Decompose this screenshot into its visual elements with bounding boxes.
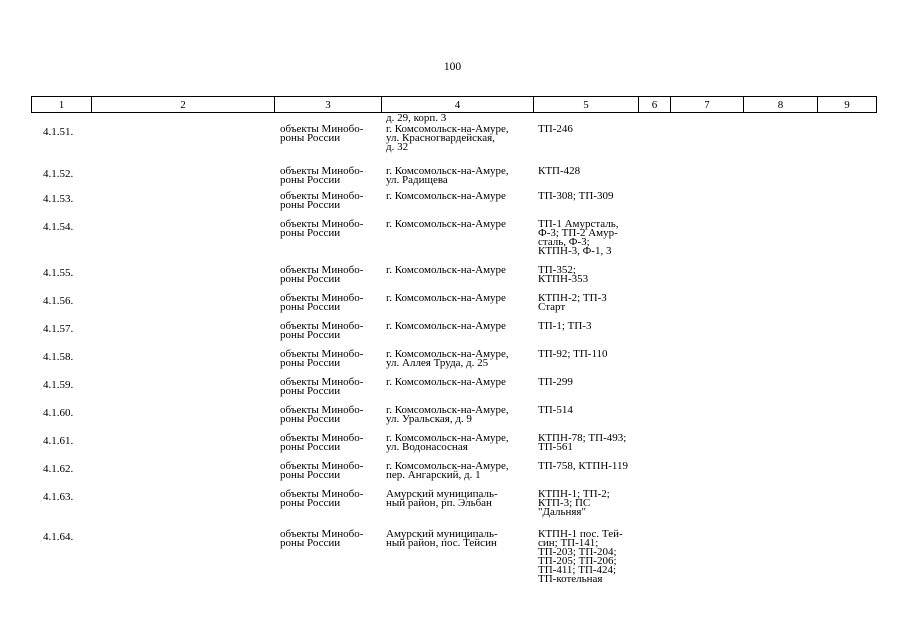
object-cell <box>280 490 363 508</box>
row-number-line: 4.1.59. <box>43 379 74 391</box>
address-cell <box>386 192 506 201</box>
object-cell <box>280 125 363 143</box>
substation-cell <box>538 434 626 452</box>
object-cell-line: объекты Минобо- <box>280 460 364 472</box>
object-cell-line: объекты Минобо- <box>280 123 364 135</box>
object-cell <box>280 167 363 185</box>
continuation-address <box>386 114 446 123</box>
object-cell-line: роны России <box>280 227 341 239</box>
table-row <box>31 406 876 434</box>
row-number <box>43 127 73 138</box>
substation-cell-line: КТПН-1; ТП-2; <box>538 488 610 500</box>
header-col-5: 5 <box>534 97 639 113</box>
substation-cell-line: ТП-352; <box>538 264 576 276</box>
table-row <box>31 266 876 294</box>
table-row <box>31 378 876 406</box>
row-number-line: 4.1.51. <box>43 126 74 138</box>
header-col-6: 6 <box>639 97 671 113</box>
address-cell <box>386 220 506 229</box>
table-row <box>31 125 876 167</box>
object-cell-line: объекты Минобо- <box>280 320 364 332</box>
object-cell-line: роны России <box>280 273 341 285</box>
row-number-line: 4.1.55. <box>43 267 74 279</box>
header-col-7: 7 <box>671 97 744 113</box>
object-cell-line: объекты Минобо- <box>280 404 364 416</box>
object-cell-line: роны России <box>280 413 341 425</box>
object-cell-line: роны России <box>280 385 341 397</box>
object-cell <box>280 378 363 396</box>
object-cell-line: объекты Минобо- <box>280 292 364 304</box>
object-cell-line: роны России <box>280 537 341 549</box>
substation-cell-line: ТП-514 <box>538 404 573 416</box>
header-row <box>32 97 877 113</box>
row-number <box>43 532 73 543</box>
row-number-line: 4.1.61. <box>43 435 74 447</box>
object-cell <box>280 266 363 284</box>
address-cell <box>386 167 509 185</box>
substation-cell-line: ТП-1; ТП-3 <box>538 320 592 332</box>
substation-cell <box>538 530 623 584</box>
header-col-2: 2 <box>92 97 275 113</box>
substation-cell-line: КТПН-78; ТП-493; <box>538 432 627 444</box>
substation-cell-line: Старт <box>538 301 566 313</box>
substation-cell-line: ТП-299 <box>538 376 573 388</box>
object-cell-line: объекты Минобо- <box>280 218 364 230</box>
object-cell <box>280 322 363 340</box>
object-cell-line: роны России <box>280 329 341 341</box>
header-col-3: 3 <box>275 97 382 113</box>
table-row <box>31 294 876 322</box>
object-cell-line: объекты Минобо- <box>280 376 364 388</box>
header-col-8: 8 <box>744 97 818 113</box>
table-row <box>31 462 876 490</box>
column-header-table <box>31 96 877 113</box>
table-row <box>31 167 876 192</box>
substation-cell <box>538 167 580 176</box>
object-cell-line: роны России <box>280 301 341 313</box>
object-cell <box>280 530 363 548</box>
substation-cell-line: "Дальняя" <box>538 506 586 518</box>
address-cell <box>386 406 509 424</box>
address-cell-line: пер. Ангарский, д. 1 <box>386 469 481 481</box>
object-cell-line: объекты Минобо- <box>280 165 364 177</box>
row-number-line: 4.1.54. <box>43 221 74 233</box>
page-number: 100 <box>443 61 462 73</box>
substation-cell <box>538 125 573 134</box>
address-cell <box>386 322 506 331</box>
address-cell-line: д. 32 <box>386 141 409 153</box>
substation-cell-line: Ф-3; ТП-2 Амур- <box>538 227 618 239</box>
row-number-line: 4.1.60. <box>43 407 74 419</box>
address-cell <box>386 490 498 508</box>
table-body <box>31 113 876 610</box>
address-cell-line: г. Комсомольск-на-Амуре <box>386 264 506 276</box>
table-row <box>31 350 876 378</box>
substation-cell-line: ТП-246 <box>538 123 573 135</box>
address-cell-line: ул. Красногвардейская, <box>386 132 495 144</box>
substation-cell-line: ТП-411; ТП-424; <box>538 564 617 576</box>
object-cell-line: роны России <box>280 132 341 144</box>
row-number <box>43 268 73 279</box>
table-row <box>31 192 876 220</box>
header-col-1: 1 <box>32 97 92 113</box>
row-number <box>43 324 73 335</box>
object-cell <box>280 192 363 210</box>
row-number <box>43 408 73 419</box>
substation-cell-line: КТП-3; ПС <box>538 497 591 509</box>
substation-cell-line: ТП-205; ТП-206; <box>538 555 617 567</box>
address-cell-line: Амурский муниципаль- <box>386 488 498 500</box>
address-cell-line: г. Комсомольск-на-Амуре, <box>386 165 509 177</box>
header-col-9: 9 <box>818 97 877 113</box>
address-cell-line: ул. Уральская, д. 9 <box>386 413 472 425</box>
address-cell-line: Амурский муниципаль- <box>386 528 498 540</box>
substation-cell-line: ТП-1 Амурсталь, <box>538 218 619 230</box>
row-number <box>43 436 73 447</box>
address-cell-line: г. Комсомольск-на-Амуре <box>386 376 506 388</box>
object-cell <box>280 462 363 480</box>
object-cell-line: роны России <box>280 174 341 186</box>
address-cell-line: г. Комсомольск-на-Амуре <box>386 218 506 230</box>
address-cell <box>386 378 506 387</box>
substation-cell <box>538 490 610 517</box>
address-cell-line: г. Комсомольск-на-Амуре <box>386 292 506 304</box>
substation-cell-line: ТП-308; ТП-309 <box>538 190 614 202</box>
object-cell-line: объекты Минобо- <box>280 190 364 202</box>
address-cell-line: г. Комсомольск-на-Амуре <box>386 320 506 332</box>
object-cell <box>280 294 363 312</box>
row-number <box>43 296 73 307</box>
substation-cell <box>538 350 608 359</box>
row-number <box>43 194 73 205</box>
row-number <box>43 380 73 391</box>
substation-cell-line: ТП-561 <box>538 441 573 453</box>
substation-cell <box>538 378 573 387</box>
substation-cell-line: ТП-758, КТПН-119 <box>538 460 629 472</box>
object-cell <box>280 434 363 452</box>
table-row <box>31 530 876 610</box>
row-number-line: 4.1.53. <box>43 193 74 205</box>
row-number-line: 4.1.64. <box>43 531 74 543</box>
row-number <box>43 492 73 503</box>
substation-cell-line: сталь, Ф-3; <box>538 236 590 248</box>
substation-cell-line: КТП-428 <box>538 165 581 177</box>
address-cell <box>386 530 498 548</box>
object-cell-line: объекты Минобо- <box>280 488 364 500</box>
address-cell <box>386 266 506 275</box>
substation-cell-line: ТП-203; ТП-204; <box>538 546 617 558</box>
continuation-line: д. 29, корп. 3 <box>386 112 447 124</box>
address-cell-line: ул. Водонасосная <box>386 441 468 453</box>
row-number <box>43 169 73 180</box>
address-cell-line: г. Комсомольск-на-Амуре, <box>386 432 509 444</box>
row-number-line: 4.1.52. <box>43 168 74 180</box>
substation-cell-line: КТПН-2; ТП-3 <box>538 292 607 304</box>
address-cell <box>386 462 509 480</box>
row-number <box>43 464 73 475</box>
substation-cell-line: ТП-котельная <box>538 573 603 585</box>
substation-cell-line: КТПН-1 пос. Тей- <box>538 528 623 540</box>
substation-cell-line: син; ТП-141; <box>538 537 599 549</box>
address-cell-line: г. Комсомольск-на-Амуре, <box>386 404 509 416</box>
address-cell-line: г. Комсомольск-на-Амуре, <box>386 348 509 360</box>
substation-cell <box>538 406 573 415</box>
address-cell-line: г. Комсомольск-на-Амуре <box>386 190 506 202</box>
address-cell <box>386 350 509 368</box>
substation-cell-line: ТП-92; ТП-110 <box>538 348 608 360</box>
row-number-line: 4.1.62. <box>43 463 74 475</box>
address-cell-line: г. Комсомольск-на-Амуре, <box>386 123 509 135</box>
object-cell-line: роны России <box>280 199 341 211</box>
address-cell <box>386 125 509 152</box>
object-cell-line: роны России <box>280 441 341 453</box>
substation-cell <box>538 322 591 331</box>
table-row <box>31 322 876 350</box>
object-cell-line: объекты Минобо- <box>280 348 364 360</box>
row-number <box>43 222 73 233</box>
object-cell-line: объекты Минобо- <box>280 528 364 540</box>
object-cell-line: объекты Минобо- <box>280 264 364 276</box>
table-row <box>31 434 876 462</box>
table-row <box>31 220 876 266</box>
address-cell-line: ный район, пос. Тейсин <box>386 537 497 549</box>
substation-cell <box>538 294 607 312</box>
row-number-line: 4.1.56. <box>43 295 74 307</box>
address-cell-line: г. Комсомольск-на-Амуре, <box>386 460 509 472</box>
address-cell <box>386 294 506 303</box>
object-cell-line: роны России <box>280 357 341 369</box>
substation-cell <box>538 220 619 256</box>
row-number-line: 4.1.57. <box>43 323 74 335</box>
header-col-4: 4 <box>382 97 534 113</box>
address-cell-line: ный район, рп. Эльбан <box>386 497 492 509</box>
object-cell-line: роны России <box>280 469 341 481</box>
object-cell-line: объекты Минобо- <box>280 432 364 444</box>
substation-cell <box>538 462 628 471</box>
row-number-line: 4.1.63. <box>43 491 74 503</box>
object-cell <box>280 406 363 424</box>
object-cell-line: роны России <box>280 497 341 509</box>
address-cell-line: ул. Радищева <box>386 174 448 186</box>
address-cell-line: ул. Аллея Труда, д. 25 <box>386 357 489 369</box>
address-cell <box>386 434 509 452</box>
substation-cell-line: КТПН-3, Ф-1, 3 <box>538 245 612 257</box>
substation-cell <box>538 266 588 284</box>
object-cell <box>280 220 363 238</box>
row-number-line: 4.1.58. <box>43 351 74 363</box>
table-row <box>31 490 876 530</box>
substation-cell-line: КТПН-353 <box>538 273 589 285</box>
object-cell <box>280 350 363 368</box>
substation-cell <box>538 192 613 201</box>
row-number <box>43 352 73 363</box>
